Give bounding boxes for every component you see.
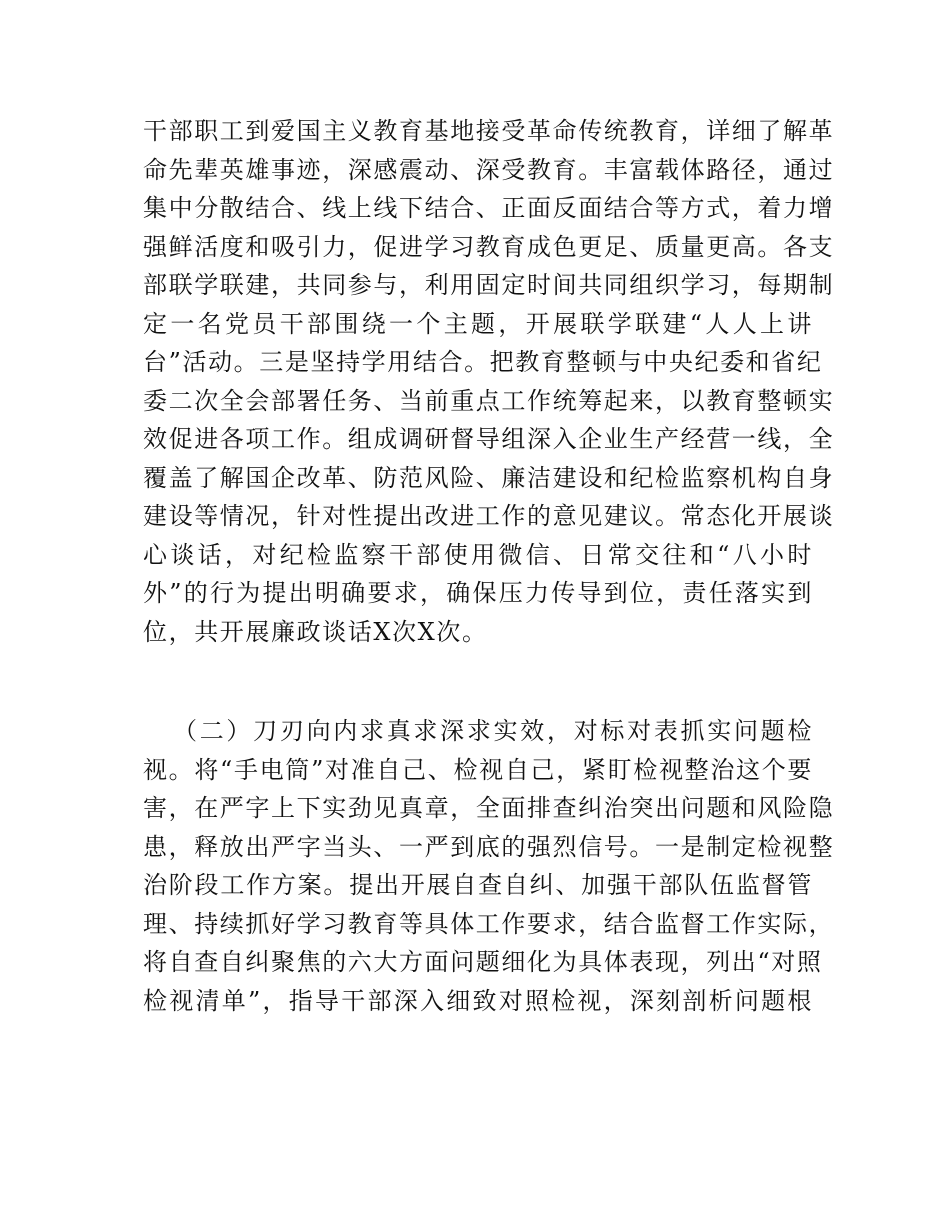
text-line: 患，释放出严字当头、一严到底的强烈信号。一是制定检视整 [143, 832, 835, 861]
text-line: 覆盖了解国企改革、防范风险、廉洁建设和纪检监察机构自身 [143, 463, 835, 492]
text-line: 外”的行为提出明确要求，确保压力传导到位，责任落实到 [143, 579, 813, 607]
text-line: 治阶段工作方案。提出开展自查自纠、加强干部队伍监督管 [143, 871, 813, 899]
text-line: 台”活动。三是坚持学用结合。把教育整顿与中央纪委和省纪 [143, 348, 823, 376]
text-line: 集中分散结合、线上线下结合、正面反面结合等方式，着力增 [143, 194, 835, 222]
text-line: 位，共开展廉政谈话X次X次。 [143, 617, 488, 646]
text-line: 部联学联建，共同参与，利用固定时间共同组织学习，每期制 [143, 271, 835, 299]
text-line: 干部职工到爱国主义教育基地接受革命传统教育，详细了解革 [143, 117, 835, 145]
text-line: 效促进各项工作。组成调研督导组深入企业生产经营一线，全 [143, 425, 835, 453]
text-line: 视。将“手电筒”对准自己、检视自己，紧盯检视整治这个要 [143, 755, 813, 784]
text-line: 检视清单”，指导干部深入细致对照检视，深刻剖析问题根 [143, 986, 813, 1015]
text-line: （二）刀刃向内求真求深求实效，对标对表抓实问题检 [173, 717, 813, 745]
body-paragraph-2 [143, 712, 835, 1020]
text-line: 心谈话，对纪检监察干部使用微信、日常交往和“八小时 [143, 540, 813, 569]
text-line: 强鲜活度和吸引力，促进学习教育成色更足、质量更高。各支 [143, 232, 835, 261]
body-paragraph-1 [143, 112, 835, 651]
text-line: 将自查自纠聚焦的六大方面问题细化为具体表现，列出“对照 [143, 948, 823, 976]
text-line: 命先辈英雄事迹，深感震动、深受教育。丰富载体路径，通过 [143, 155, 835, 184]
text-line: 委二次全会部署任务、当前重点工作统筹起来，以教育整顿实 [143, 386, 835, 415]
text-line: 建设等情况，针对性提出改进工作的意见建议。常态化开展谈 [143, 502, 835, 530]
text-line: 理、持续抓好学习教育等具体工作要求，结合监督工作实际， [143, 909, 835, 938]
text-line: 害，在严字上下实劲见真章，全面排查纠治突出问题和风险隐 [143, 794, 835, 822]
text-line: 定一名党员干部围绕一个主题，开展联学联建“人人上讲 [143, 309, 813, 338]
